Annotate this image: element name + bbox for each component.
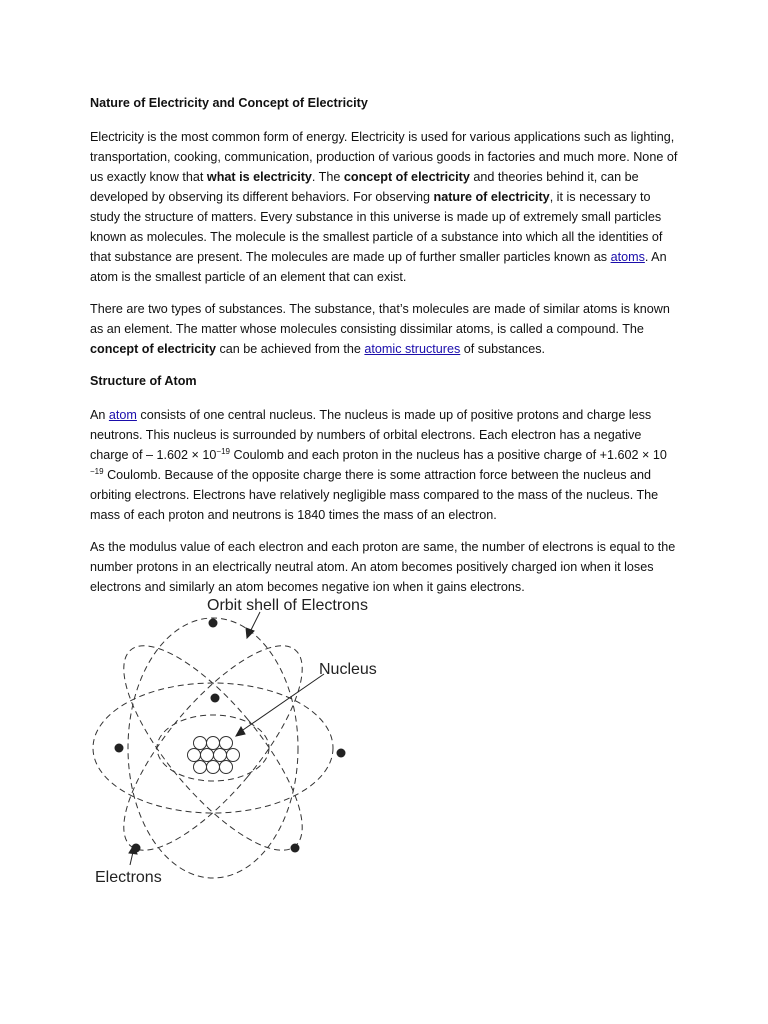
- text-run: can be achieved from the: [215, 342, 365, 356]
- text-run: Coulomb and each proton in the nucleus has a positive charge of +1.602 × 10: [229, 448, 667, 462]
- electron: [337, 749, 346, 758]
- atom-diagram: [88, 590, 388, 890]
- text-run: . The: [311, 170, 344, 184]
- paragraph-ions: As the modulus value of each electron and each proton are same, the number of electrons is equal to the number protons in an electrically neutral atom. An atom becomes positively charged ion when it loses electrons and similarly an atom becomes negative ion when it gains electrons.: [90, 540, 676, 594]
- text-run: of substances.: [460, 342, 546, 356]
- electron: [291, 844, 300, 853]
- text-run: Electricity is the most common form of energy. Electricity is used for various applications such as lighting, transportation, cooking, communication, production of various goods in factories and much more. None of us exactly know that: [90, 130, 678, 184]
- text-run: consists of one central nucleus. The nucleus is made up of positive protons and charge less neutrons. This nucleus is surrounded by numbers of orbital electrons. Each electron has a negative charge of – 1.602 × 10: [90, 408, 652, 462]
- bold-term: what is electricity: [206, 170, 312, 184]
- electron: [115, 744, 124, 753]
- paragraph-atom-structure: [90, 405, 680, 525]
- superscript: −19: [90, 466, 104, 476]
- page-title: Nature of Electricity and Concept of Electricity: [90, 96, 368, 110]
- nucleus: [188, 737, 240, 774]
- text-run: Coulomb. Because of the opposite charge there is some attraction force between the nucleus and orbiting electrons. Electrons have relatively negligible mass compared to the mass of the nucleus. The mass of each proton and neutrons is 1840 times the mass of an electron.: [90, 468, 659, 522]
- superscript: −19: [216, 446, 230, 456]
- text-run: An: [90, 408, 109, 422]
- electron: [211, 694, 220, 703]
- text-run: There are two types of substances. The substance, that’s molecules are made of similar atoms is known as an element. The matter whose molecules consisting dissimilar atoms, is called a compound. The: [90, 302, 670, 336]
- bold-term: nature of electricity: [433, 190, 550, 204]
- section-heading: Structure of Atom: [90, 374, 197, 388]
- nucleus-label: Nucleus: [319, 661, 377, 678]
- text-run: , it is necessary to study the structure of matters. Every substance in this universe is made up of extremely small particles known as molecules. The molecule is the smallest particle of a substance into which all the identities of that substance are present. The molecules are made up of further smaller particles known as: [90, 190, 663, 264]
- bold-term: concept of electricity: [343, 170, 470, 184]
- orbit-shell-label: Orbit shell of Electrons: [207, 597, 368, 614]
- document-content: [90, 93, 680, 609]
- link-atoms[interactable]: atoms: [610, 250, 645, 264]
- link-atomic-structures[interactable]: atomic structures: [364, 342, 461, 356]
- text-run: . An atom is the smallest particle of an element that can exist.: [90, 250, 667, 284]
- electron: [209, 619, 218, 628]
- bold-term: concept of electricity: [90, 342, 216, 356]
- link-atom[interactable]: atom: [108, 408, 137, 422]
- paragraph-substances: [90, 299, 680, 359]
- electrons-label: Electrons: [95, 869, 162, 886]
- paragraph-intro: [90, 127, 680, 287]
- text-run: and theories behind it, can be developed by observing its different behaviors. For observing: [90, 170, 639, 204]
